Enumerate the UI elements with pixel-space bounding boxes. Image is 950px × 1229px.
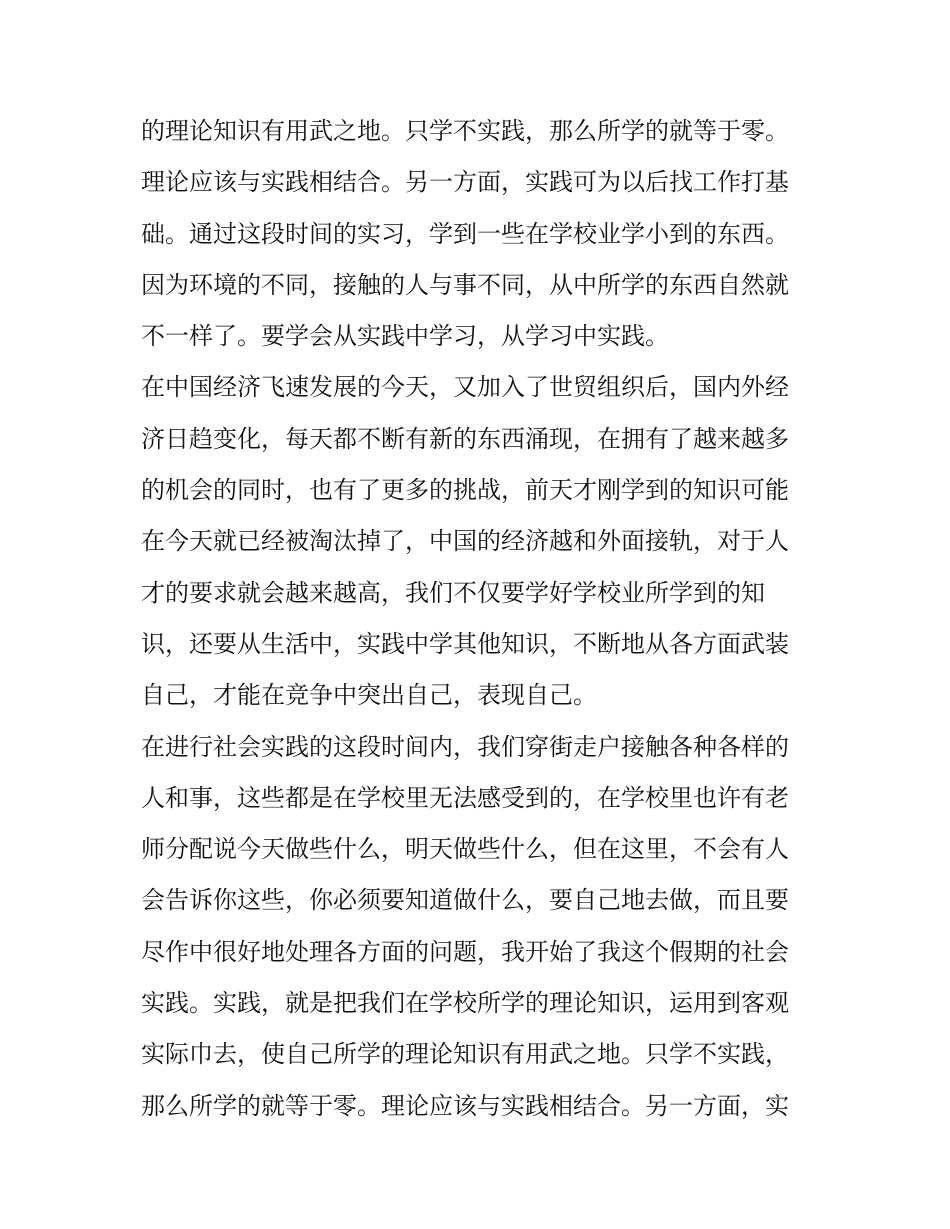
body-text bbox=[141, 106, 831, 1132]
text-line: 的理论知识有用武之地。只学不实践，那么所学的就等于零。 bbox=[141, 117, 789, 145]
text-line: 在进行社会实践的这段时间内，我们穿街走户接触各种各样的 bbox=[141, 732, 789, 761]
text-line: 因为环境的不同，接触的人与事不同，从中所学的东西自然就 bbox=[141, 270, 789, 299]
text-line: 才的要求就会越来越高，我们不仅要学好学校业所学到的知 bbox=[141, 578, 765, 607]
text-line: 在中国经济飞速发展的今天，又加入了世贸组织后，国内外经 bbox=[141, 373, 789, 402]
text-line: 师分配说今天做些什么，明天做些什么，但在这里，不会有人 bbox=[141, 835, 789, 864]
text-line: 那么所学的就等于零。理论应该与实践相结合。另一方面，实 bbox=[141, 1091, 789, 1120]
text-line: 会告诉你这些，你必须要知道做什么，要自己地去做，而且要 bbox=[141, 886, 789, 915]
text-line: 实际巾去，使自己所学的理论知识有用武之地。只学不实践， bbox=[141, 1040, 789, 1069]
text-line: 在今天就已经被淘汰掉了，中国的经济越和外面接轨，对于人 bbox=[141, 527, 789, 556]
text-line: 实践。实践，就是把我们在学校所学的理论知识，运用到客观 bbox=[141, 989, 789, 1018]
text-line: 础。通过这段时间的实习，学到一些在学校业学小到的东西。 bbox=[141, 219, 789, 248]
text-line: 识，还要从生活中，实践中学其他知识，不断地从各方面武装 bbox=[141, 629, 789, 658]
text-line: 自己，才能在竞争中突出自己，表现自己。 bbox=[141, 681, 597, 710]
text-line: 不一样了。要学会从实践中学习，从学习中实践。 bbox=[141, 322, 669, 351]
text-line: 尽作中很好地处理各方面的问题，我开始了我这个假期的社会 bbox=[141, 937, 789, 966]
text-line: 济日趋变化，每天都不断有新的东西涌现，在拥有了越来越多 bbox=[141, 424, 789, 453]
text-line: 人和事，这些都是在学校里无法感受到的，在学校里也许有老 bbox=[141, 783, 789, 812]
text-line: 的机会的同时，也有了更多的挑战，前天才刚学到的知识可能 bbox=[141, 476, 789, 505]
text-line: 理论应该与实践相结合。另一方面，实践可为以后找工作打基 bbox=[141, 168, 789, 197]
